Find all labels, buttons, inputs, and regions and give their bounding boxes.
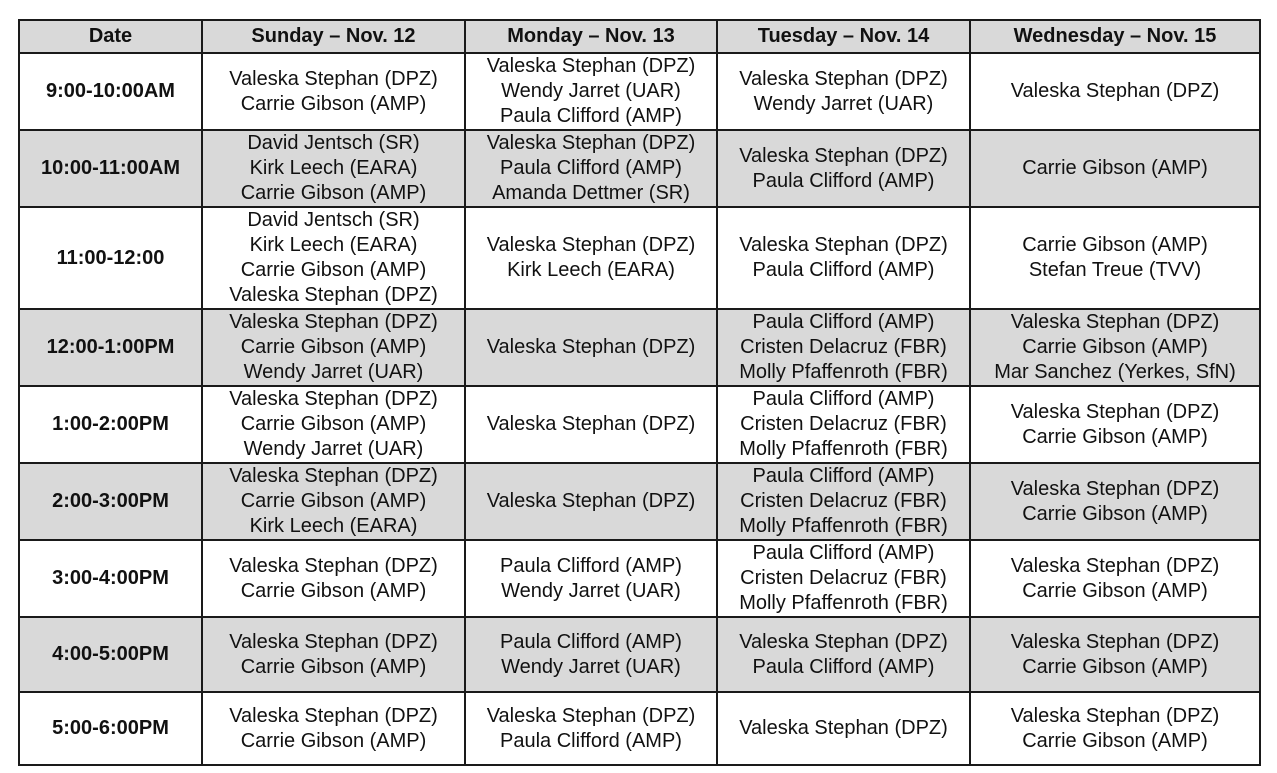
- attendee-entry: Paula Clifford (AMP): [752, 542, 935, 564]
- time-slot: 3:00-4:00PM: [19, 540, 202, 617]
- attendee-entry: Valeska Stephan (DPZ): [739, 144, 948, 167]
- time-slot: 12:00-1:00PM: [19, 309, 202, 386]
- attendee-entry: Valeska Stephan (DPZ): [486, 336, 696, 358]
- schedule-cell: [465, 692, 717, 765]
- attendee-entry: Valeska Stephan (DPZ): [229, 704, 438, 727]
- schedule-cell: [717, 309, 970, 386]
- attendee-entry: Wendy Jarret (UAR): [243, 438, 424, 460]
- attendee-entry: Valeska Stephan (DPZ): [486, 234, 696, 256]
- attendee-entry: Wendy Jarret (UAR): [501, 579, 681, 602]
- attendee-entry: Carrie Gibson (AMP): [240, 729, 427, 752]
- header-monday: Monday – Nov. 13: [465, 20, 717, 53]
- schedule-cell: [465, 53, 717, 130]
- schedule-cell: [970, 540, 1260, 617]
- schedule-cell: [717, 386, 970, 463]
- attendee-entry: Carrie Gibson (AMP): [240, 413, 427, 435]
- header-tuesday: Tuesday – Nov. 14: [717, 20, 970, 53]
- schedule-cell: [465, 130, 717, 207]
- schedule-cell: [465, 207, 717, 309]
- attendee-entry: Paula Clifford (AMP): [500, 157, 682, 179]
- schedule-cell: [717, 463, 970, 540]
- table-row: [19, 207, 1260, 309]
- schedule-body: [19, 53, 1260, 765]
- schedule-cell: [202, 386, 465, 463]
- attendee-entry: Paula Clifford (AMP): [752, 259, 935, 281]
- attendee-entry: Cristen Delacruz (FBR): [740, 413, 947, 435]
- attendee-entry: Kirk Leech (EARA): [507, 259, 675, 281]
- schedule-cell: [202, 130, 465, 207]
- attendee-entry: Valeska Stephan (DPZ): [739, 630, 948, 653]
- schedule-cell: [465, 463, 717, 540]
- attendee-entry: Stefan Treue (TVV): [1028, 259, 1202, 281]
- schedule-cell: [717, 53, 970, 130]
- attendee-entry: Valeska Stephan (DPZ): [486, 132, 696, 154]
- attendee-entry: Carrie Gibson (AMP): [240, 182, 427, 204]
- schedule-cell: [970, 617, 1260, 692]
- attendee-entry: Paula Clifford (AMP): [500, 105, 682, 127]
- attendee-entry: Cristen Delacruz (FBR): [740, 490, 947, 512]
- schedule-cell: [465, 386, 717, 463]
- schedule-cell: [717, 692, 970, 765]
- attendee-entry: Molly Pfaffenroth (FBR): [739, 361, 948, 383]
- time-slot: 1:00-2:00PM: [19, 386, 202, 463]
- attendee-entry: Paula Clifford (AMP): [752, 655, 935, 678]
- schedule-cell: [970, 463, 1260, 540]
- attendee-entry: Paula Clifford (AMP): [500, 554, 682, 577]
- table-row: [19, 463, 1260, 540]
- attendee-entry: Valeska Stephan (DPZ): [1010, 400, 1220, 423]
- table-row: [19, 309, 1260, 386]
- header-date: Date: [19, 20, 202, 53]
- attendee-entry: Carrie Gibson (AMP): [1022, 579, 1208, 602]
- attendee-entry: Valeska Stephan (DPZ): [1010, 630, 1220, 653]
- schedule-cell: [970, 53, 1260, 130]
- attendee-entry: Wendy Jarret (UAR): [501, 80, 681, 102]
- attendee-entry: David Jentsch (SR): [247, 209, 420, 231]
- attendee-entry: Valeska Stephan (DPZ): [486, 704, 696, 727]
- schedule-cell: [202, 309, 465, 386]
- attendee-entry: Valeska Stephan (DPZ): [1010, 554, 1220, 577]
- schedule-cell: [202, 207, 465, 309]
- attendee-entry: Paula Clifford (AMP): [752, 169, 935, 192]
- attendee-entry: Carrie Gibson (AMP): [1022, 157, 1208, 179]
- attendee-entry: Valeska Stephan (DPZ): [1010, 311, 1220, 333]
- schedule-cell: [717, 130, 970, 207]
- attendee-entry: Valeska Stephan (DPZ): [1010, 704, 1220, 727]
- attendee-entry: Valeska Stephan (DPZ): [739, 717, 948, 739]
- schedule-cell: [717, 617, 970, 692]
- header-wednesday: Wednesday – Nov. 15: [970, 20, 1260, 53]
- attendee-entry: Cristen Delacruz (FBR): [740, 336, 947, 358]
- attendee-entry: Kirk Leech (EARA): [249, 515, 418, 537]
- header-row: [19, 20, 1260, 53]
- header-sunday: Sunday – Nov. 12: [202, 20, 465, 53]
- schedule-cell: [465, 617, 717, 692]
- attendee-entry: Cristen Delacruz (FBR): [740, 567, 947, 589]
- schedule-cell: [717, 207, 970, 309]
- attendee-entry: Carrie Gibson (AMP): [240, 490, 427, 512]
- schedule-cell: [202, 463, 465, 540]
- schedule-cell: [970, 207, 1260, 309]
- attendee-entry: Wendy Jarret (UAR): [753, 92, 934, 115]
- attendee-entry: Paula Clifford (AMP): [500, 729, 682, 752]
- schedule-table: [18, 19, 1261, 766]
- schedule-cell: [465, 540, 717, 617]
- attendee-entry: Valeska Stephan (DPZ): [229, 630, 438, 653]
- table-row: [19, 130, 1260, 207]
- attendee-entry: Paula Clifford (AMP): [752, 388, 935, 410]
- attendee-entry: Paula Clifford (AMP): [500, 630, 682, 653]
- time-slot: 5:00-6:00PM: [19, 692, 202, 765]
- attendee-entry: Valeska Stephan (DPZ): [229, 465, 438, 487]
- attendee-entry: Valeska Stephan (DPZ): [229, 388, 438, 410]
- attendee-entry: Valeska Stephan (DPZ): [739, 67, 948, 90]
- attendee-entry: Valeska Stephan (DPZ): [229, 284, 438, 306]
- attendee-entry: Kirk Leech (EARA): [249, 234, 418, 256]
- attendee-entry: Carrie Gibson (AMP): [1022, 502, 1208, 525]
- attendee-entry: Valeska Stephan (DPZ): [486, 490, 696, 512]
- attendee-entry: Carrie Gibson (AMP): [1022, 336, 1208, 358]
- attendee-entry: Carrie Gibson (AMP): [1022, 425, 1208, 448]
- attendee-entry: David Jentsch (SR): [247, 132, 420, 154]
- attendee-entry: Amanda Dettmer (SR): [492, 182, 690, 204]
- schedule-cell: [970, 309, 1260, 386]
- attendee-entry: Mar Sanchez (Yerkes, SfN): [994, 361, 1236, 383]
- attendee-entry: Paula Clifford (AMP): [752, 311, 935, 333]
- table-row: [19, 53, 1260, 130]
- attendee-entry: Carrie Gibson (AMP): [1022, 234, 1208, 256]
- attendee-entry: Molly Pfaffenroth (FBR): [739, 592, 948, 614]
- attendee-entry: Carrie Gibson (AMP): [1022, 655, 1208, 678]
- attendee-entry: Carrie Gibson (AMP): [240, 336, 427, 358]
- attendee-entry: Wendy Jarret (UAR): [243, 361, 424, 383]
- attendee-entry: Valeska Stephan (DPZ): [486, 55, 696, 77]
- schedule-cell: [202, 617, 465, 692]
- attendee-entry: Paula Clifford (AMP): [752, 465, 935, 487]
- attendee-entry: Carrie Gibson (AMP): [240, 655, 427, 678]
- time-slot: 2:00-3:00PM: [19, 463, 202, 540]
- time-slot: 4:00-5:00PM: [19, 617, 202, 692]
- table-row: [19, 617, 1260, 692]
- schedule-cell: [465, 309, 717, 386]
- schedule-cell: [717, 540, 970, 617]
- schedule-cell: [202, 692, 465, 765]
- table-row: [19, 540, 1260, 617]
- attendee-entry: Molly Pfaffenroth (FBR): [739, 515, 948, 537]
- time-slot: 9:00-10:00AM: [19, 53, 202, 130]
- schedule-cell: [970, 692, 1260, 765]
- attendee-entry: Valeska Stephan (DPZ): [486, 413, 696, 435]
- attendee-entry: Valeska Stephan (DPZ): [229, 67, 438, 90]
- schedule-cell: [202, 540, 465, 617]
- attendee-entry: Carrie Gibson (AMP): [240, 259, 427, 281]
- attendee-entry: Carrie Gibson (AMP): [240, 92, 427, 115]
- attendee-entry: Wendy Jarret (UAR): [501, 655, 681, 678]
- attendee-entry: Molly Pfaffenroth (FBR): [739, 438, 948, 460]
- attendee-entry: Carrie Gibson (AMP): [240, 579, 427, 602]
- attendee-entry: Kirk Leech (EARA): [249, 157, 418, 179]
- time-slot: 11:00-12:00: [19, 207, 202, 309]
- attendee-entry: Valeska Stephan (DPZ): [229, 554, 438, 577]
- schedule-cell: [970, 386, 1260, 463]
- schedule-cell: [202, 53, 465, 130]
- attendee-entry: Valeska Stephan (DPZ): [229, 311, 438, 333]
- time-slot: 10:00-11:00AM: [19, 130, 202, 207]
- table-row: [19, 386, 1260, 463]
- attendee-entry: Valeska Stephan (DPZ): [739, 234, 948, 256]
- table-row: [19, 692, 1260, 765]
- attendee-entry: Carrie Gibson (AMP): [1022, 729, 1208, 752]
- attendee-entry: Valeska Stephan (DPZ): [1010, 80, 1220, 102]
- schedule-cell: [970, 130, 1260, 207]
- attendee-entry: Valeska Stephan (DPZ): [1010, 477, 1220, 500]
